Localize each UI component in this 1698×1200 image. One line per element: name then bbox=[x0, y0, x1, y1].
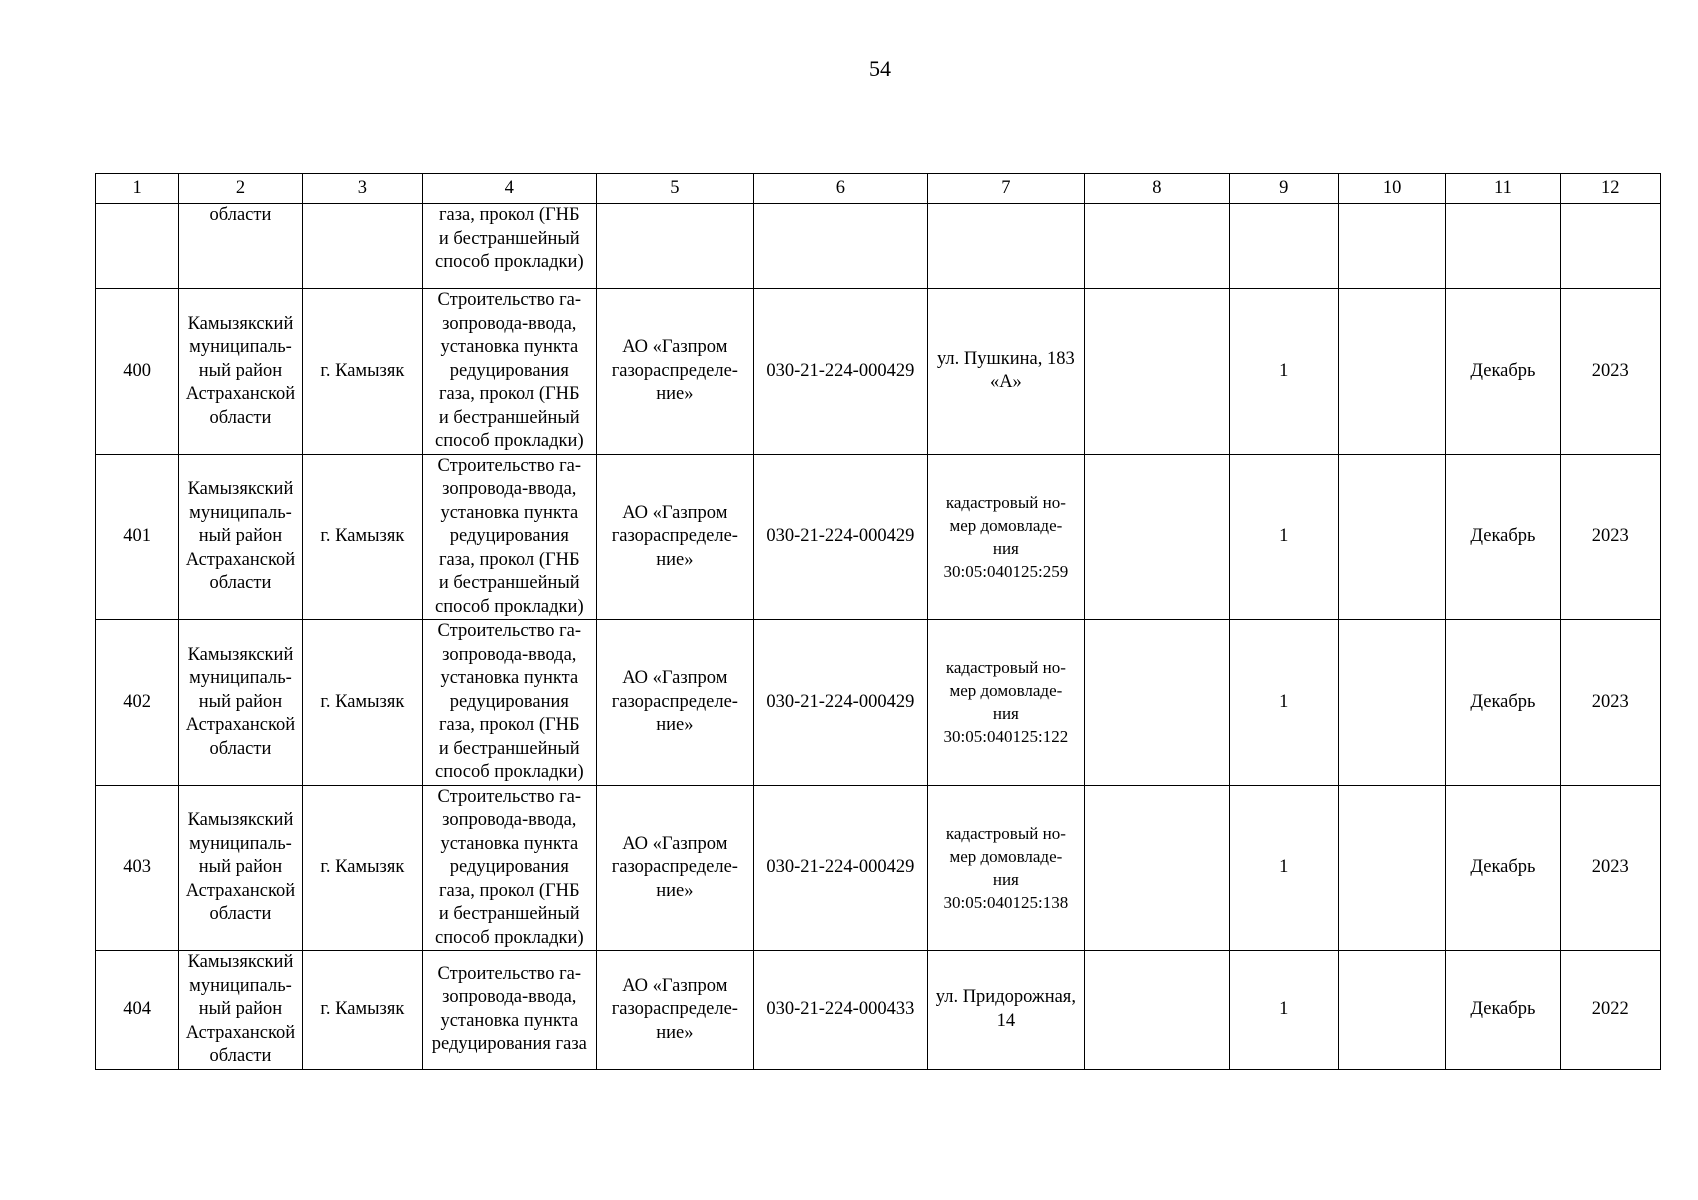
month-cell: Декабрь bbox=[1446, 620, 1560, 786]
work-cell: Строительство га- зопровода-ввода, установка пункта редуцирования газа, прокол (ГНБ и бестраншейный способ прокладки) bbox=[423, 289, 597, 455]
table-cell bbox=[1085, 204, 1229, 289]
table-row bbox=[96, 620, 1661, 786]
table-body bbox=[96, 204, 1661, 1070]
year-cell: 2023 bbox=[1560, 620, 1660, 786]
table-cell bbox=[1446, 204, 1560, 289]
month-cell: Декабрь bbox=[1446, 785, 1560, 951]
district-cell: Камызякский муниципаль- ный район Астраханской области bbox=[179, 785, 302, 951]
work-cell: Строительство га- зопровода-ввода, установка пункта редуцирования газа, прокол (ГНБ и бестраншейный способ прокладки) bbox=[423, 620, 597, 786]
locality-cell: г. Камызяк bbox=[302, 454, 422, 620]
table-cell bbox=[1229, 204, 1338, 289]
column-header: 6 bbox=[754, 174, 928, 204]
year-cell: 2023 bbox=[1560, 785, 1660, 951]
column-9-cell: 1 bbox=[1229, 620, 1338, 786]
locality-cell: г. Камызяк bbox=[302, 785, 422, 951]
row-number-cell: 402 bbox=[96, 620, 179, 786]
column-number-row bbox=[96, 174, 1661, 204]
column-header: 8 bbox=[1085, 174, 1229, 204]
table-row bbox=[96, 289, 1661, 455]
column-8-cell bbox=[1085, 289, 1229, 455]
column-header: 1 bbox=[96, 174, 179, 204]
month-cell: Декабрь bbox=[1446, 454, 1560, 620]
district-cell: Камызякский муниципаль- ный район Астраханской области bbox=[179, 951, 302, 1070]
table-row bbox=[96, 951, 1661, 1070]
month-cell: Декабрь bbox=[1446, 951, 1560, 1070]
column-9-cell: 1 bbox=[1229, 785, 1338, 951]
row-number-cell: 401 bbox=[96, 454, 179, 620]
row-number-cell: 400 bbox=[96, 289, 179, 455]
column-10-cell bbox=[1338, 785, 1445, 951]
locality-cell: г. Камызяк bbox=[302, 951, 422, 1070]
table-cell bbox=[927, 204, 1085, 289]
work-cell: газа, прокол (ГНБ и бестраншейный способ прокладки) bbox=[423, 204, 597, 289]
code-cell: 030-21-224-000429 bbox=[754, 785, 928, 951]
organization-cell: АО «Газпром газораспределе- ние» bbox=[596, 951, 754, 1070]
work-cell: Строительство га- зопровода-ввода, установка пункта редуцирования газа, прокол (ГНБ и бестраншейный способ прокладки) bbox=[423, 785, 597, 951]
year-cell: 2023 bbox=[1560, 454, 1660, 620]
work-cell: Строительство га- зопровода-ввода, установка пункта редуцирования газа, прокол (ГНБ и бестраншейный способ прокладки) bbox=[423, 454, 597, 620]
column-header: 12 bbox=[1560, 174, 1660, 204]
organization-cell: АО «Газпром газораспределе- ние» bbox=[596, 785, 754, 951]
locality-cell: г. Камызяк bbox=[302, 289, 422, 455]
column-header: 5 bbox=[596, 174, 754, 204]
column-header: 9 bbox=[1229, 174, 1338, 204]
month-cell: Декабрь bbox=[1446, 289, 1560, 455]
column-10-cell bbox=[1338, 620, 1445, 786]
district-cell: Камызякский муниципаль- ный район Астраханской области bbox=[179, 620, 302, 786]
column-8-cell bbox=[1085, 454, 1229, 620]
table-row bbox=[96, 785, 1661, 951]
organization-cell: АО «Газпром газораспределе- ние» bbox=[596, 454, 754, 620]
year-cell: 2022 bbox=[1560, 951, 1660, 1070]
column-10-cell bbox=[1338, 454, 1445, 620]
code-cell: 030-21-224-000429 bbox=[754, 289, 928, 455]
column-9-cell: 1 bbox=[1229, 289, 1338, 455]
address-cell: ул. Придорожная, 14 bbox=[927, 951, 1085, 1070]
column-8-cell bbox=[1085, 785, 1229, 951]
locality-cell: г. Камызяк bbox=[302, 620, 422, 786]
column-8-cell bbox=[1085, 620, 1229, 786]
column-10-cell bbox=[1338, 289, 1445, 455]
table-cell bbox=[302, 204, 422, 289]
table-row bbox=[96, 454, 1661, 620]
column-10-cell bbox=[1338, 951, 1445, 1070]
column-header: 2 bbox=[179, 174, 302, 204]
work-cell: Строительство га- зопровода-ввода, установка пункта редуцирования газа bbox=[423, 951, 597, 1070]
organization-cell: АО «Газпром газораспределе- ние» bbox=[596, 620, 754, 786]
table-cell bbox=[1338, 204, 1445, 289]
code-cell: 030-21-224-000429 bbox=[754, 620, 928, 786]
year-cell: 2023 bbox=[1560, 289, 1660, 455]
column-header: 3 bbox=[302, 174, 422, 204]
address-cell: кадастровый но- мер домовладе- ния 30:05:040125:138 bbox=[927, 785, 1085, 951]
row-number-cell: 403 bbox=[96, 785, 179, 951]
address-cell: кадастровый но- мер домовладе- ния 30:05:040125:259 bbox=[927, 454, 1085, 620]
column-header: 11 bbox=[1446, 174, 1560, 204]
column-header: 10 bbox=[1338, 174, 1445, 204]
table-cell bbox=[754, 204, 928, 289]
organization-cell: АО «Газпром газораспределе- ние» bbox=[596, 289, 754, 455]
address-cell: кадастровый но- мер домовладе- ния 30:05:040125:122 bbox=[927, 620, 1085, 786]
column-8-cell bbox=[1085, 951, 1229, 1070]
table-cell bbox=[596, 204, 754, 289]
table-header bbox=[96, 174, 1661, 204]
code-cell: 030-21-224-000433 bbox=[754, 951, 928, 1070]
district-cell: Камызякский муниципаль- ный район Астраханской области bbox=[179, 289, 302, 455]
column-header: 4 bbox=[423, 174, 597, 204]
column-9-cell: 1 bbox=[1229, 951, 1338, 1070]
address-cell: ул. Пушкина, 183 «А» bbox=[927, 289, 1085, 455]
column-9-cell: 1 bbox=[1229, 454, 1338, 620]
code-cell: 030-21-224-000429 bbox=[754, 454, 928, 620]
district-cell: Камызякский муниципаль- ный район Астраханской области bbox=[179, 454, 302, 620]
district-cell: области bbox=[179, 204, 302, 289]
data-table bbox=[95, 173, 1661, 1070]
table-cell bbox=[96, 204, 179, 289]
column-header: 7 bbox=[927, 174, 1085, 204]
continuation-row bbox=[96, 204, 1661, 289]
table-cell bbox=[1560, 204, 1660, 289]
row-number-cell: 404 bbox=[96, 951, 179, 1070]
page-number: 54 bbox=[869, 56, 891, 81]
